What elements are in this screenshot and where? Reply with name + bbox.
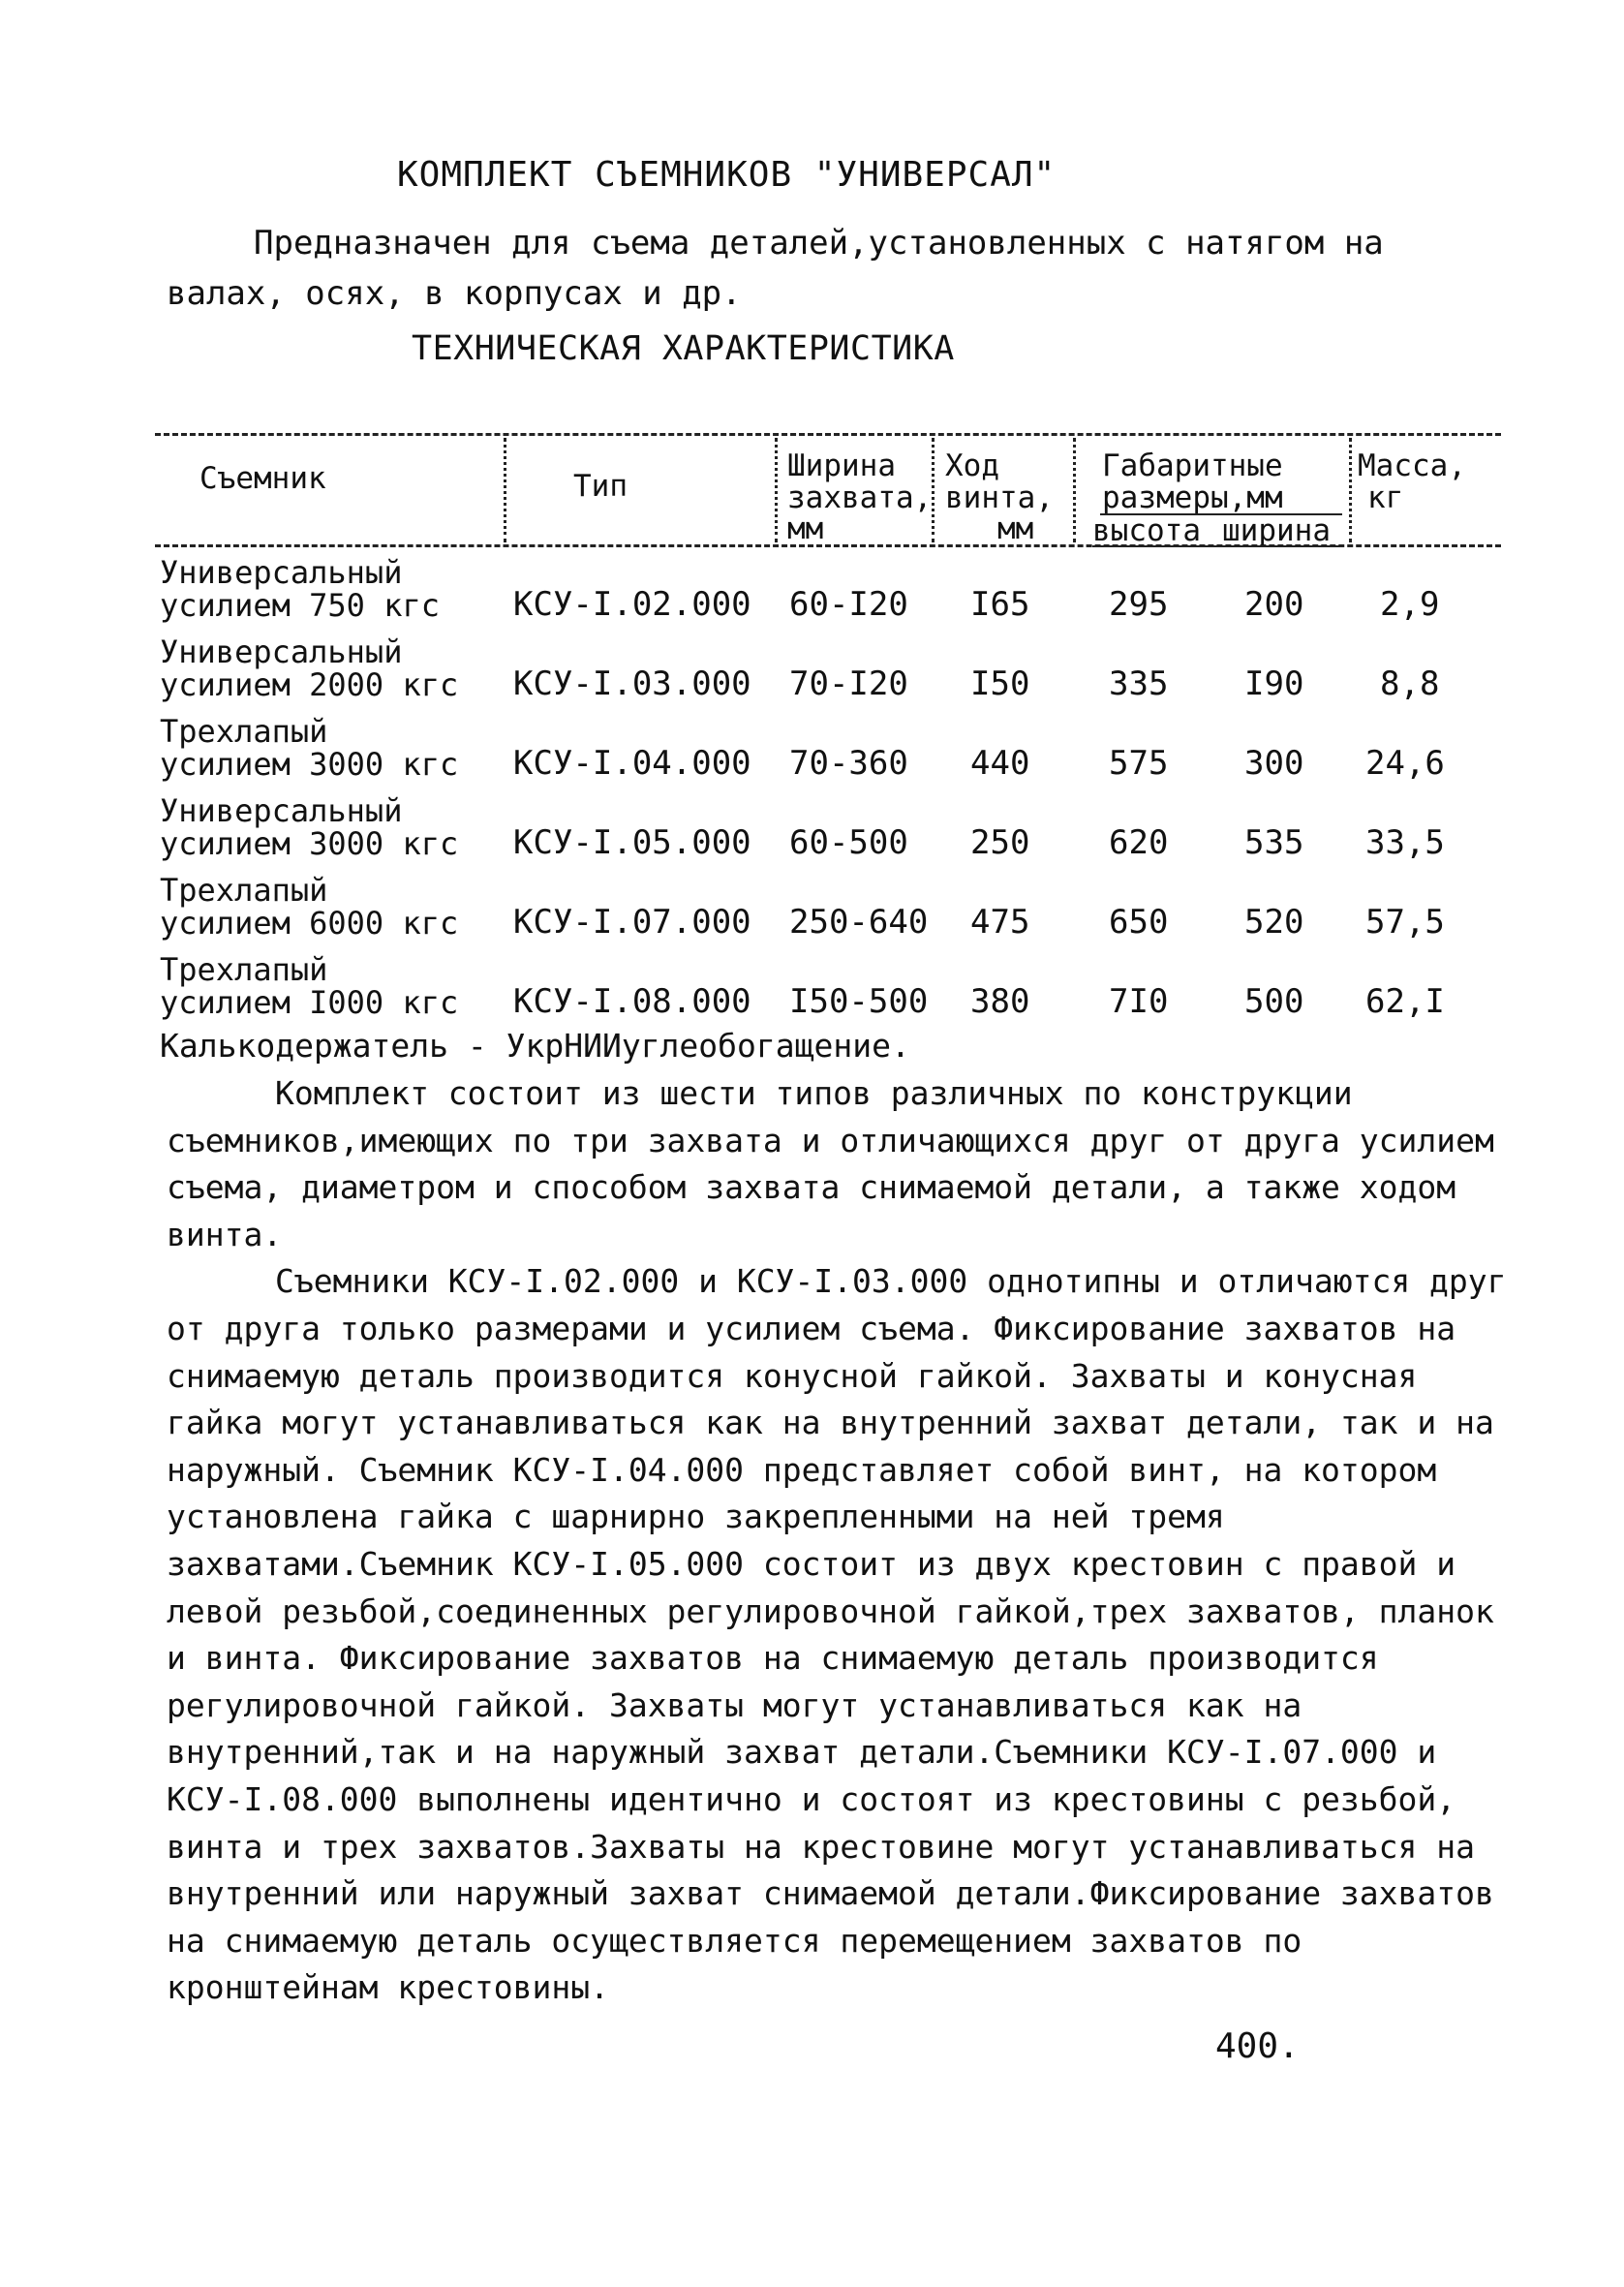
table-top-rule	[155, 433, 1501, 436]
header-mass-2: кг	[1367, 480, 1404, 515]
row-2-name-line2: усилием 2000 кгс	[160, 666, 459, 703]
row-2-name-line1: Универсальный	[160, 634, 403, 670]
description-body	[167, 1070, 1513, 2012]
row-5-name-line1: Трехлапый	[160, 872, 328, 909]
header-mass-1: Масса,	[1358, 448, 1466, 483]
row-3-grip: 70-360	[789, 744, 908, 783]
row-2-type: КСУ-I.03.000	[513, 664, 751, 703]
row-2-grip: 70-I20	[789, 664, 908, 703]
row-5-width: 520	[1244, 903, 1304, 942]
tracing-holder-note: Калькодержатель - УкрНИИуглеобогащение.	[160, 1027, 910, 1065]
row-6-type: КСУ-I.08.000	[513, 982, 751, 1021]
row-3-travel: 440	[970, 744, 1030, 783]
row-2-width: I90	[1244, 664, 1304, 703]
row-4-name-line2: усилием 3000 кгс	[160, 825, 459, 862]
row-6-width: 500	[1244, 982, 1304, 1021]
row-4-height: 620	[1109, 823, 1169, 862]
row-2-mass: 8,8	[1380, 664, 1440, 703]
row-1-grip: 60-I20	[789, 585, 908, 624]
row-5-travel: 475	[970, 903, 1030, 942]
column-separator	[1073, 438, 1076, 542]
header-travel-2: винта,	[945, 480, 1054, 515]
row-4-grip: 60-500	[789, 823, 908, 862]
paragraph-composition: Комплект состоит из шести типов различных по конструкции съемников,имеющих по три захвата и отличающихся друг от друга усилием съема, диаметром и способом захвата снимаемой детали, а также ходом винта.	[167, 1074, 1494, 1253]
row-1-name-line2: усилием 750 кгс	[160, 587, 440, 624]
header-grip-width-1: Ширина	[787, 448, 896, 483]
row-6-mass: 62,I	[1365, 982, 1445, 1021]
row-4-width: 535	[1244, 823, 1304, 862]
header-grip-width-3: мм	[787, 511, 824, 546]
row-1-width: 200	[1244, 585, 1304, 624]
row-4-travel: 250	[970, 823, 1030, 862]
row-6-name-line1: Трехлапый	[160, 951, 328, 988]
row-6-name-line2: усилием I000 кгс	[160, 984, 459, 1021]
row-5-height: 650	[1109, 903, 1169, 942]
column-separator	[932, 438, 935, 542]
section-subtitle: ТЕХНИЧЕСКАЯ ХАРАКТЕРИСТИКА	[412, 329, 955, 368]
row-2-height: 335	[1109, 664, 1169, 703]
header-puller: Съемник	[199, 461, 326, 496]
row-1-travel: I65	[970, 585, 1030, 624]
header-dimensions-2: размеры,мм	[1102, 480, 1283, 515]
row-1-mass: 2,9	[1380, 585, 1440, 624]
subheader-underline	[1092, 545, 1342, 547]
row-3-mass: 24,6	[1365, 744, 1445, 783]
row-3-type: КСУ-I.04.000	[513, 744, 751, 783]
purpose-line-1: Предназначен для съема деталей,установленных с натягом на	[254, 224, 1384, 263]
header-grip-width-2: захвата,	[787, 480, 933, 515]
row-1-name-line1: Универсальный	[160, 554, 403, 591]
row-4-mass: 33,5	[1365, 823, 1445, 862]
row-4-type: КСУ-I.05.000	[513, 823, 751, 862]
document-title: КОМПЛЕКТ СЪЕМНИКОВ "УНИВЕРСАЛ"	[397, 155, 1057, 195]
header-type: Тип	[573, 469, 628, 504]
row-3-height: 575	[1109, 744, 1169, 783]
row-5-type: КСУ-I.07.000	[513, 903, 751, 942]
row-6-travel: 380	[970, 982, 1030, 1021]
row-5-name-line2: усилием 6000 кгс	[160, 905, 459, 942]
column-separator	[504, 438, 506, 542]
header-dimensions-1: Габаритные	[1102, 448, 1283, 483]
row-1-height: 295	[1109, 585, 1169, 624]
row-4-name-line1: Универсальный	[160, 792, 403, 829]
row-5-mass: 57,5	[1365, 903, 1445, 942]
row-3-name-line2: усилием 3000 кгс	[160, 746, 459, 783]
column-separator	[1349, 438, 1352, 542]
page-number: 400.	[1215, 2026, 1300, 2066]
row-6-grip: I50-500	[789, 982, 929, 1021]
row-5-grip: 250-640	[789, 903, 929, 942]
header-height: высота	[1092, 513, 1201, 548]
column-separator	[775, 438, 778, 542]
header-width: ширина	[1222, 513, 1331, 548]
header-travel-3: мм	[997, 511, 1034, 546]
row-3-name-line1: Трехлапый	[160, 713, 328, 750]
row-1-type: КСУ-I.02.000	[513, 585, 751, 624]
header-travel-1: Ход	[945, 448, 999, 483]
purpose-line-2: валах, осях, в корпусах и др.	[167, 274, 742, 313]
row-3-width: 300	[1244, 744, 1304, 783]
paragraph-details: Съемники КСУ-I.02.000 и КСУ-I.03.000 однотипны и отличаются друг от друга только размерами и усилием съема. Фиксирование захватов на снимаемую деталь производится конусной гайкой. Захваты и конусная гайка могут устанавливаться как на внутренний захват детали, так и на наружный. Съемник КСУ-I.04.000 представляет собой винт, на котором установлена гайка с шарнирно закрепленными на ней тремя захватами.Съемник КСУ-I.05.000 состоит из двух крестовин с правой и левой резьбой,соединенных регулировочной гайкой,трех захватов, планок и винта. Фиксирование захватов на снимаемую деталь производится регулировочной гайкой. Захваты могут устанавливаться как на внутренний,так и на наружный захват детали.Съемники КСУ-I.07.000 и КСУ-I.08.000 выполнены идентично и состоят из крестовины с резьбой, винта и трех захватов.Захваты на крестовине могут устанавливаться на внутренний или наружный захват снимаемой детали.Фиксирование захватов на снимаемую деталь осуществляется перемещением захватов по кронштейнам крестовины.	[167, 1262, 1507, 2007]
row-2-travel: I50	[970, 664, 1030, 703]
row-6-height: 7I0	[1109, 982, 1169, 1021]
purpose-text	[167, 218, 1522, 319]
